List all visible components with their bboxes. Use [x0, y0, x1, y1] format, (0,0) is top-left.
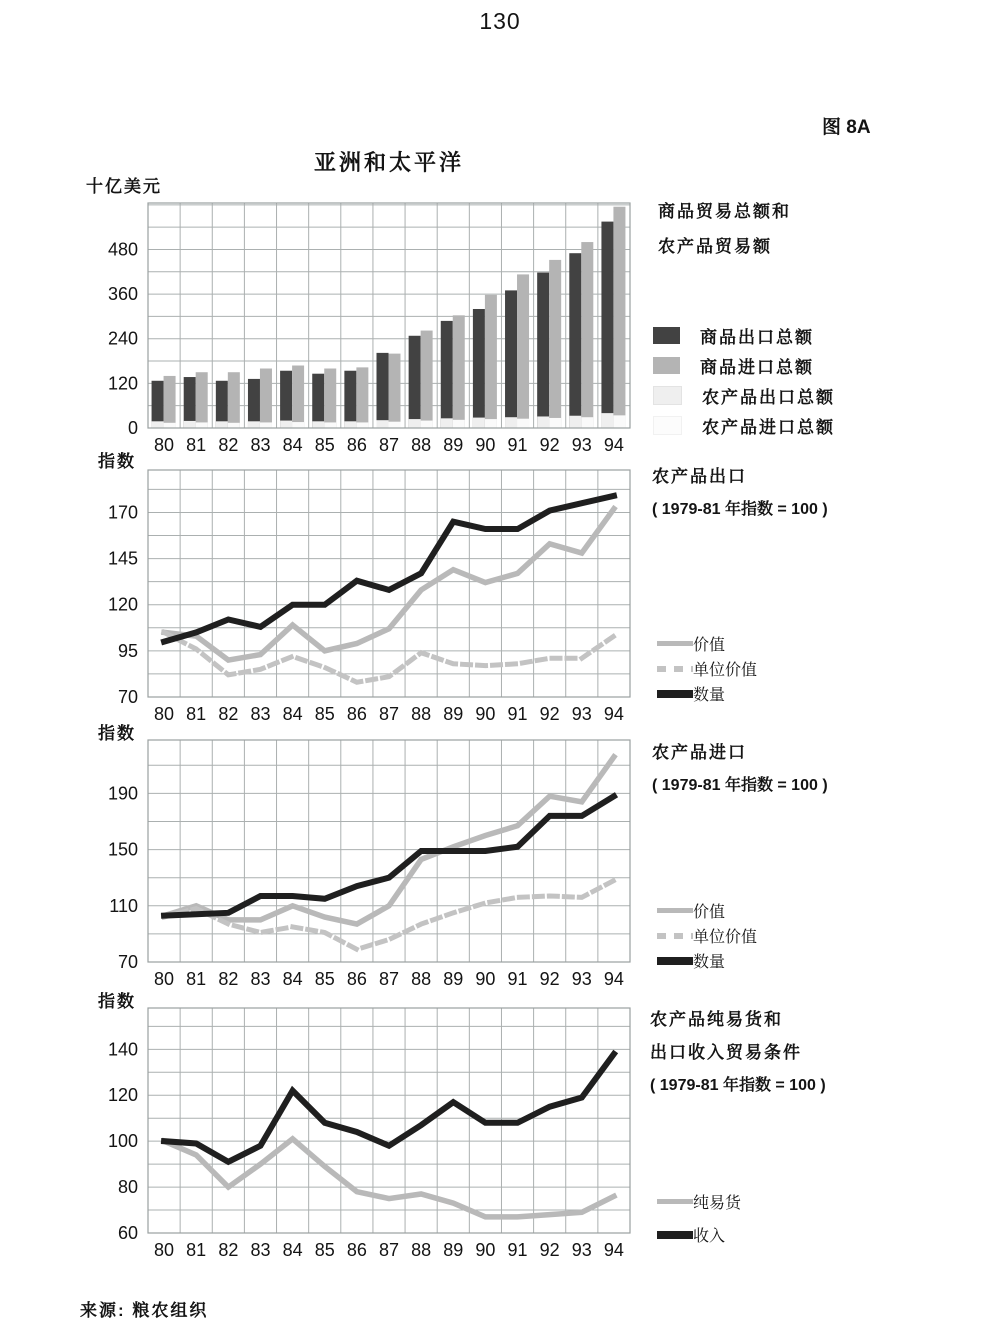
svg-text:86: 86 [346, 1240, 367, 1260]
svg-text:88: 88 [411, 704, 432, 724]
svg-text:120: 120 [107, 373, 138, 394]
svg-text:80: 80 [154, 969, 175, 988]
svg-text:86: 86 [346, 969, 367, 988]
svg-text:93: 93 [571, 1240, 592, 1260]
chart1-caption-line2: 农产品贸易额 [658, 237, 772, 256]
legend-label: 价值 [693, 904, 726, 921]
svg-text:83: 83 [250, 435, 271, 454]
svg-text:95: 95 [117, 640, 138, 661]
chart4-axis-label: 指数 [98, 992, 136, 1011]
svg-text:120: 120 [107, 1085, 138, 1106]
svg-text:80: 80 [117, 1177, 138, 1198]
svg-text:150: 150 [107, 839, 138, 860]
chart1-legend [653, 320, 835, 440]
svg-text:140: 140 [107, 1039, 138, 1060]
svg-text:100: 100 [107, 1131, 138, 1152]
svg-text:84: 84 [282, 1240, 303, 1260]
chart4-caption-line3: ( 1979-81 年指数 = 100 ) [650, 1077, 826, 1094]
legend-item-value [657, 631, 757, 656]
chart2-axis-label: 指数 [98, 452, 136, 471]
legend-label: 农产品进口总额 [702, 417, 835, 437]
legend-item-income [657, 1218, 741, 1251]
legend-line-black [657, 1231, 693, 1239]
svg-text:360: 360 [107, 284, 138, 305]
svg-text:190: 190 [107, 783, 138, 804]
chart3-legend [657, 898, 757, 973]
legend-label: 单位价值 [693, 662, 758, 679]
legend-line-dashed [657, 933, 693, 939]
chart4-legend [657, 1185, 741, 1251]
svg-text:82: 82 [218, 969, 239, 988]
svg-text:87: 87 [378, 969, 400, 988]
svg-text:86: 86 [346, 435, 367, 454]
chart3-axis-label: 指数 [98, 724, 136, 743]
legend-label: 收入 [693, 1228, 726, 1245]
legend-swatch-merch-imports [653, 357, 680, 374]
svg-text:87: 87 [378, 704, 400, 724]
svg-text:91: 91 [507, 704, 528, 724]
svg-text:89: 89 [443, 1240, 464, 1260]
svg-text:170: 170 [107, 502, 138, 523]
legend-label: 商品出口总额 [700, 327, 814, 347]
svg-text:80: 80 [154, 1240, 175, 1260]
chart1-caption [658, 194, 791, 264]
svg-text:89: 89 [443, 969, 464, 988]
chart2-caption-line1: 农产品出口 [652, 467, 747, 486]
page-number: 130 [479, 8, 521, 34]
legend-label: 数量 [693, 954, 726, 971]
legend-line-dashed [657, 666, 693, 672]
svg-text:60: 60 [117, 1223, 138, 1243]
chart1-title: 亚洲和太平洋 [313, 150, 464, 175]
svg-text:81: 81 [186, 1240, 207, 1260]
svg-text:86: 86 [346, 704, 367, 724]
chart1-unit-label: 十亿美元 [86, 177, 162, 196]
svg-text:82: 82 [218, 435, 239, 454]
legend-swatch-agri-exports [653, 386, 682, 405]
legend-swatch-agri-imports [653, 416, 682, 435]
svg-text:84: 84 [282, 435, 303, 454]
legend-label: 商品进口总额 [700, 357, 814, 377]
svg-text:90: 90 [475, 969, 496, 988]
svg-text:88: 88 [411, 435, 432, 454]
legend-item-unit-value [657, 656, 757, 681]
svg-text:81: 81 [186, 704, 207, 724]
svg-text:93: 93 [571, 435, 592, 454]
svg-text:91: 91 [507, 1240, 528, 1260]
svg-text:92: 92 [539, 1240, 560, 1260]
legend-item-agri-imports [653, 410, 835, 440]
chart3-caption-line1: 农产品进口 [652, 743, 747, 762]
svg-text:81: 81 [186, 969, 207, 988]
svg-text:89: 89 [443, 704, 464, 724]
legend-label: 价值 [693, 637, 726, 654]
svg-text:84: 84 [282, 969, 303, 988]
svg-text:240: 240 [107, 328, 138, 349]
chart2-caption [652, 460, 828, 526]
legend-line-gray [657, 1199, 693, 1204]
svg-text:480: 480 [107, 239, 138, 260]
source-note: 来源: 粮农组织 [80, 1301, 209, 1320]
svg-text:120: 120 [107, 594, 138, 615]
merch-trade-bar-chart [90, 190, 650, 454]
svg-text:90: 90 [475, 435, 496, 454]
svg-text:91: 91 [507, 435, 528, 454]
svg-text:87: 87 [378, 435, 400, 454]
chart4-caption [650, 1003, 826, 1102]
svg-text:94: 94 [603, 969, 624, 988]
legend-line-gray [657, 908, 693, 913]
svg-text:83: 83 [250, 704, 271, 724]
svg-text:94: 94 [603, 435, 624, 454]
svg-text:82: 82 [218, 704, 239, 724]
svg-text:87: 87 [378, 1240, 400, 1260]
svg-text:85: 85 [314, 1240, 335, 1260]
legend-item-value [657, 898, 757, 923]
legend-item-agri-exports [653, 380, 835, 410]
chart2-legend [657, 631, 757, 706]
svg-text:91: 91 [507, 969, 528, 988]
svg-text:90: 90 [475, 704, 496, 724]
svg-text:89: 89 [443, 435, 464, 454]
svg-text:94: 94 [603, 1240, 624, 1260]
svg-text:80: 80 [154, 704, 175, 724]
chart4-caption-line2: 出口收入贸易条件 [650, 1043, 802, 1062]
svg-text:81: 81 [186, 435, 207, 454]
legend-line-gray [657, 641, 693, 646]
legend-label: 单位价值 [693, 929, 758, 946]
chart3-caption-line2: ( 1979-81 年指数 = 100 ) [652, 777, 828, 794]
legend-item-quantity [657, 948, 757, 973]
svg-text:85: 85 [314, 969, 335, 988]
legend-item-quantity [657, 681, 757, 706]
chart4-caption-line1: 农产品纯易货和 [650, 1010, 783, 1029]
svg-text:83: 83 [250, 1240, 271, 1260]
svg-text:93: 93 [571, 969, 592, 988]
svg-text:94: 94 [603, 704, 624, 724]
svg-text:80: 80 [154, 435, 175, 454]
legend-item-net-barter [657, 1185, 741, 1218]
legend-item-merch-exports [653, 320, 835, 350]
svg-text:92: 92 [539, 969, 560, 988]
legend-label: 纯易货 [693, 1195, 742, 1212]
svg-text:70: 70 [117, 952, 138, 972]
svg-text:70: 70 [117, 687, 138, 707]
figure-label: 图 8A [822, 117, 871, 138]
chart1-caption-line1: 商品贸易总额和 [658, 202, 791, 221]
legend-item-unit-value [657, 923, 757, 948]
svg-text:88: 88 [411, 1240, 432, 1260]
svg-text:0: 0 [127, 418, 138, 438]
terms-of-trade-line-chart [90, 998, 650, 1260]
svg-text:93: 93 [571, 704, 592, 724]
legend-line-black [657, 690, 693, 698]
legend-item-merch-imports [653, 350, 835, 380]
svg-text:85: 85 [314, 704, 335, 724]
legend-label: 数量 [693, 687, 726, 704]
agri-imports-line-chart [90, 730, 650, 988]
agri-exports-line-chart [90, 460, 650, 724]
svg-text:88: 88 [411, 969, 432, 988]
legend-label: 农产品出口总额 [702, 387, 835, 407]
svg-text:145: 145 [107, 548, 138, 569]
chart3-caption [652, 736, 828, 802]
svg-text:83: 83 [250, 969, 271, 988]
svg-text:92: 92 [539, 435, 560, 454]
svg-text:85: 85 [314, 435, 335, 454]
chart2-caption-line2: ( 1979-81 年指数 = 100 ) [652, 501, 828, 518]
svg-text:90: 90 [475, 1240, 496, 1260]
svg-text:110: 110 [109, 895, 138, 916]
legend-line-black [657, 957, 693, 965]
legend-swatch-merch-exports [653, 327, 680, 344]
svg-text:92: 92 [539, 704, 560, 724]
svg-text:82: 82 [218, 1240, 239, 1260]
svg-text:84: 84 [282, 704, 303, 724]
